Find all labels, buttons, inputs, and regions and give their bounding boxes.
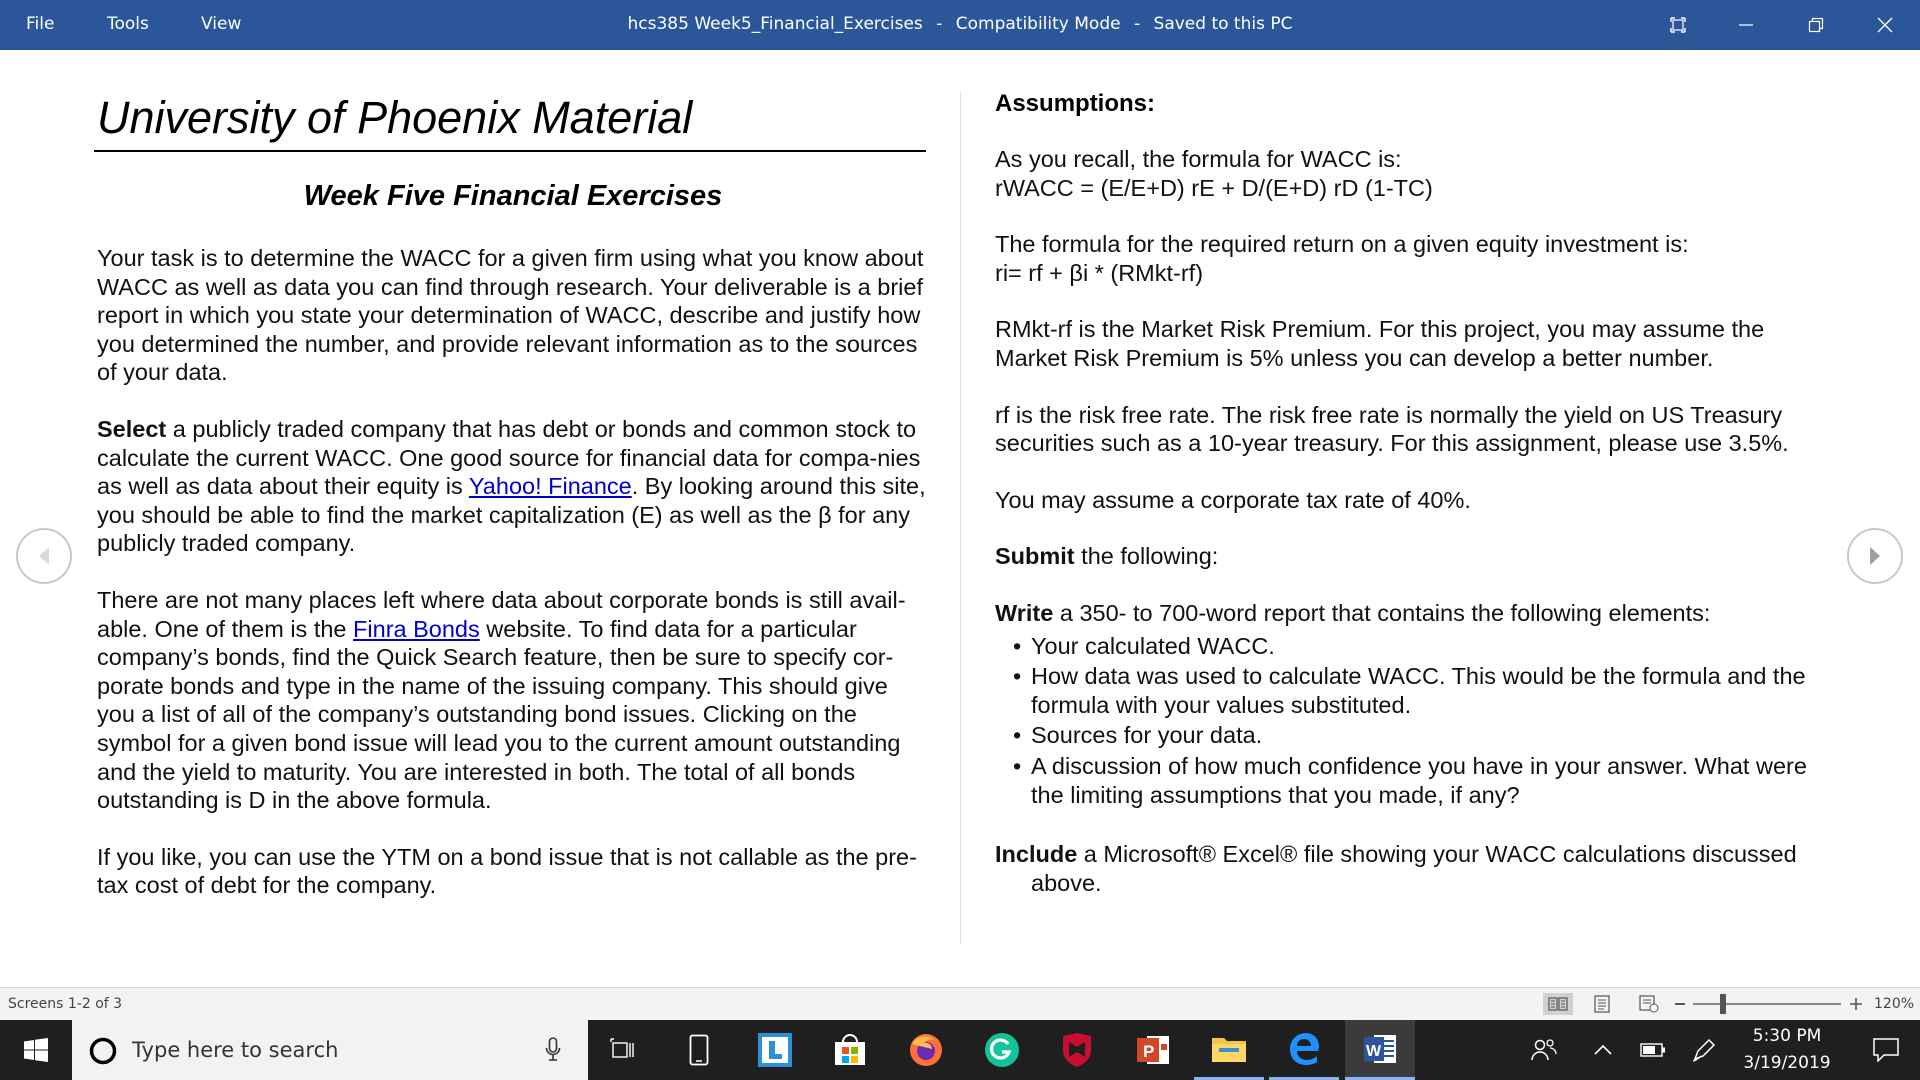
- list-item: • Your calculated WACC.: [1013, 632, 1275, 659]
- wacc-intro: As you recall, the formula for WACC is:: [995, 146, 1402, 172]
- mcafee-shield-icon: [1061, 1032, 1093, 1068]
- chevron-right-icon: [1866, 545, 1884, 567]
- list-item-text: A discussion of how much confidence you have in your answer. What were the limiting assumptions that you made, if any?: [1031, 752, 1807, 808]
- word-app-button[interactable]: [1345, 1020, 1415, 1080]
- firefox-icon: [908, 1032, 944, 1068]
- compatibility-mode: Compatibility Mode: [955, 14, 1121, 34]
- grammarly-app-button[interactable]: [967, 1020, 1037, 1080]
- battery-button[interactable]: [1637, 1020, 1669, 1080]
- bonds-paragraph: [97, 586, 929, 815]
- wacc-formula-block: [995, 145, 1835, 202]
- bonds-text-end: website. To find data for a particular company’s bonds, find the Quick Search feature, then be sure to specify cor-porate bonds and type in the name of the issuing company. This should give you a list of all of the company’s outstanding bond issues. Clicking on the symbol for a given bond issue will lead you to the current amount outstanding and the yield to maturity. You are interested in both. The total of all bonds outstanding is D in the above formula.: [97, 615, 901, 814]
- bonds-text: There are not many places left where data about corporate bonds is still avail-able. One of them is the: [97, 586, 906, 642]
- read-mode-icon: [1548, 996, 1568, 1012]
- show-hidden-icons-button[interactable]: [1588, 1020, 1618, 1080]
- zoom-slider[interactable]: [1693, 1003, 1841, 1005]
- l-app-icon: [758, 1033, 792, 1067]
- required-return-block: [995, 230, 1835, 287]
- pen-icon: [1691, 1037, 1717, 1063]
- menu-file[interactable]: File: [26, 14, 55, 34]
- search-input[interactable]: Type here to search: [132, 1038, 339, 1062]
- task-view-icon: [610, 1038, 636, 1062]
- store-app-button[interactable]: [815, 1020, 885, 1080]
- pen-workspace-button[interactable]: [1688, 1020, 1720, 1080]
- zoom-level[interactable]: 120%: [1874, 996, 1915, 1012]
- yahoo-finance-link[interactable]: Yahoo! Finance: [468, 473, 632, 500]
- cortana-icon: [88, 1036, 118, 1066]
- taskbar: [0, 1020, 1920, 1080]
- clock-date: 3/19/2019: [1743, 1053, 1831, 1073]
- include-bold: Include: [995, 841, 1078, 868]
- svg-text:W: W: [1366, 1042, 1382, 1060]
- zoom-out-icon[interactable]: [1675, 1003, 1685, 1005]
- required-return-intro: The formula for the required return on a given equity investment is:: [995, 231, 1689, 258]
- clock-time: 5:30 PM: [1752, 1026, 1822, 1046]
- action-center-button[interactable]: [1852, 1020, 1920, 1080]
- firefox-app-button[interactable]: [891, 1020, 961, 1080]
- grammarly-icon: [984, 1032, 1020, 1068]
- print-layout-icon: [1594, 995, 1610, 1013]
- lastpass-app-button[interactable]: [740, 1020, 810, 1080]
- previous-screen-button[interactable]: [16, 528, 72, 584]
- save-status: Saved to this PC: [1153, 14, 1293, 34]
- report-elements-list: [995, 632, 1835, 810]
- minimize-icon: [1738, 17, 1754, 33]
- document-title: [0, 0, 1920, 50]
- select-bold: Select: [97, 415, 167, 442]
- select-text: a publicly traded company that has debt or bonds and common stock to calculate the current WACC. One good source for financial data for compa-nies as well as data about their equity is: [97, 415, 921, 500]
- ytm-paragraph: If you like, you can use the YTM on a bond issue that is not callable as the pre-tax cost of debt for the company.: [97, 843, 917, 899]
- powerpoint-icon: [1135, 1034, 1171, 1066]
- system-clock[interactable]: [1725, 1020, 1849, 1080]
- edge-icon: [1287, 1032, 1321, 1066]
- print-layout-button[interactable]: [1587, 993, 1617, 1015]
- submit-text: the following:: [1074, 543, 1219, 570]
- list-item-text: Sources for your data.: [1031, 722, 1263, 749]
- start-button[interactable]: [0, 1020, 72, 1080]
- list-item: • How data was used to calculate WACC. This would be the formula and the formula with your values substituted.: [1013, 663, 1806, 718]
- next-screen-button[interactable]: [1847, 528, 1903, 584]
- screen-count: Screens 1-2 of 3: [8, 996, 123, 1012]
- notification-icon: [1873, 1038, 1899, 1062]
- header-rule: [94, 150, 926, 152]
- right-column: [995, 90, 1835, 897]
- list-item-text: How data was used to calculate WACC. This would be the formula and the formula with your values substituted.: [1031, 663, 1806, 718]
- menu-tools[interactable]: Tools: [107, 14, 149, 34]
- tax-rate: You may assume a corporate tax rate of 40%.: [995, 486, 1471, 513]
- zoom-slider-thumb[interactable]: [1720, 994, 1726, 1014]
- web-layout-icon: [1639, 995, 1659, 1013]
- store-icon: [833, 1034, 867, 1066]
- list-item: • A discussion of how much confidence you have in your answer. What were the limiting assumptions that you made, if any?: [1013, 752, 1807, 808]
- folder-icon: [1211, 1035, 1247, 1063]
- select-paragraph: [97, 415, 929, 558]
- restore-button[interactable]: [1786, 0, 1846, 50]
- mcafee-app-button[interactable]: [1042, 1020, 1112, 1080]
- doc-name: hcs385 Week5_Financial_Exercises: [627, 14, 923, 34]
- finra-bonds-link[interactable]: Finra Bonds: [353, 615, 480, 642]
- read-mode-button[interactable]: [1543, 993, 1573, 1015]
- page-header: University of Phoenix Material: [97, 92, 693, 143]
- market-risk-premium: RMkt-rf is the Market Risk Premium. For this project, you may assume the Market Risk Premium is 5% unless you can develop a better number.: [995, 316, 1765, 371]
- task-paragraph: Your task is to determine the WACC for a given firm using what you know about WACC as well as data you can find through research. Your deliverable is a brief report in which you state your determination of WACC, describe and justify how you determined the number, and provide relevant information as to the sources of your data.: [97, 245, 924, 386]
- microphone-icon[interactable]: [545, 1037, 561, 1063]
- restore-icon: [1808, 17, 1824, 33]
- include-line: [995, 840, 1835, 897]
- title-bar: [0, 0, 1920, 50]
- phone-app-button[interactable]: [664, 1020, 734, 1080]
- windows-icon: [24, 1038, 48, 1062]
- write-bold: Write: [995, 599, 1054, 626]
- write-line: [995, 599, 1835, 628]
- chevron-left-icon: [35, 545, 53, 567]
- phone-icon: [689, 1034, 709, 1066]
- select-text-end: . By looking around this site, you should be able to find the market capitalization (E) as well as the β for any publicly traded company.: [97, 473, 926, 557]
- status-bar: [0, 987, 1920, 1020]
- powerpoint-app-button[interactable]: [1118, 1020, 1188, 1080]
- zoom-in-icon[interactable]: [1849, 996, 1863, 1012]
- task-view-button[interactable]: [588, 1020, 658, 1080]
- assumptions-heading: Assumptions:: [995, 90, 1156, 117]
- page-title: Week Five Financial Exercises: [303, 180, 723, 212]
- column-divider: [960, 92, 961, 944]
- document-page: [0, 50, 1920, 987]
- write-text: a 350- to 700-word report that contains the following elements:: [1053, 599, 1711, 626]
- edge-app-button[interactable]: [1269, 1020, 1339, 1080]
- title-separator: -: [936, 14, 943, 34]
- wacc-formula: rWACC = (E/E+D) rE + D/(E+D) rD (1-TC): [995, 174, 1433, 201]
- file-explorer-button[interactable]: [1194, 1020, 1264, 1080]
- submit-bold: Submit: [995, 543, 1075, 570]
- fullscreen-icon: [1669, 16, 1687, 34]
- risk-free-rate: rf is the risk free rate. The risk free rate is normally the yield on US Treasury securities such as a 10-year treasury. For this assignment, please use 3.5%.: [995, 401, 1789, 457]
- close-icon: [1877, 17, 1893, 33]
- submit-line: [995, 542, 1835, 571]
- taskbar-search[interactable]: [72, 1020, 588, 1080]
- menu-view[interactable]: View: [201, 14, 242, 34]
- include-text: a Microsoft® Excel® file showing your WACC calculations discussed above.: [1031, 841, 1797, 896]
- required-return-formula: ri= rf + βi * (RMkt-rf): [995, 259, 1204, 286]
- people-icon: [1531, 1038, 1557, 1062]
- close-button[interactable]: [1855, 0, 1915, 50]
- people-button[interactable]: [1526, 1020, 1562, 1080]
- chevron-up-icon: [1594, 1044, 1612, 1056]
- left-column: [97, 90, 929, 900]
- list-item-text: Your calculated WACC.: [1031, 632, 1275, 659]
- web-layout-button[interactable]: [1634, 993, 1664, 1015]
- word-icon: [1362, 1033, 1398, 1065]
- title-separator: -: [1133, 14, 1141, 34]
- list-item: • Sources for your data.: [1013, 722, 1263, 749]
- svg-text:P: P: [1143, 1042, 1155, 1061]
- minimize-button[interactable]: [1716, 0, 1776, 50]
- battery-icon: [1640, 1043, 1666, 1057]
- fullscreen-button[interactable]: [1648, 0, 1708, 50]
